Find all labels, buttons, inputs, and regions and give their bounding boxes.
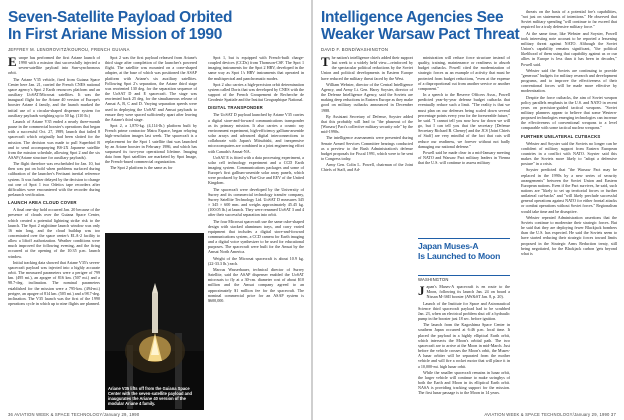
right-col1-p3: By Assistant Secretary of Defense, Soyster added that this probably will lead to "the phaseout of the [Warsaw] Pact's collective military security role" by the mid-1990s. xyxy=(321,113,413,135)
box-p2: Launch of the Institute for Space and Astronautical Science third spacecraft payload had to be scrubbed Jan. 23, when an electrical problem shut off a hydraulic pump in the booster just 18 sec. before ignition. xyxy=(418,300,510,322)
left-col1-p4: The flight therefore was rescheduled for Jan. 10, but then was put on hold when problems surfaced during calibration of the launcher's Fertisant inertial reference system. It was further delayed by the decision to change out one of Spot 1 two Odetics tape recorders after difficulties were encountered with the recorder during prelaunch verification. xyxy=(8,161,100,198)
right-subhead-unilateral-cutbacks: FURTHER UNILATERAL CUTBACKS xyxy=(521,133,601,139)
left-col3-p5: The spacecraft were developed by the University of Surrey and its commercial technology transfer company, Surrey Satellite Technology Ltd. UoSAT D measures 345 × 345 × 600 mm. and weighs approximately 45.45 kg. (100.05 lb.) at launch. They were renamed UoSAT 3 and 4 after their successful separation into orbit. xyxy=(208,186,304,218)
right-col1-p2: William Webster, director of the Central Intelligence Agency, and Army Lt. Gen. Harry Soyster, director of the Defense Intelligence Agency, said the Soviets are making deep reductions in Eastern Europe as they make good on military cutbacks announced in December 1988. xyxy=(321,81,413,113)
right-col3-p5: Webster and Soyster said the Soviets no longer can be confident of military support from Eastern European countries in a conflict with NATO. Soyster said this makes the Soviets more likely to "adopt a defensive posture" in a crisis. xyxy=(521,140,617,167)
left-column-2 xyxy=(105,55,197,230)
left-col1-p2: The Ariane V35 vehicle, fired from Guiana Space Center here Jan. 21, carried the French CNES national space agency's Spot 2 Earth resources platform and an auxiliary UoSAT/Microsat satellites. It was the inaugural flight for the Ariane 40 version of Europe's booster Ariane 4 family, and the launch marked the initial use of a circular-shaped dispenser system for auxiliary payloads weighing up to 50 kg. (110 lb.) xyxy=(8,76,100,118)
japan-muses-box-headline xyxy=(418,238,510,276)
right-dropcap: T xyxy=(321,55,330,69)
left-col3-p8: Marcus Wasserbauer, technical director of Surrey Satellite, said the ASAP dispenser enabled the UoSAT microsats to fly at a 30-cm. diameter cost of about $10 million and the Amsat company agreed to an approximately $1 million fee for the spacecraft. The nominal commercial price for an ASAP system is $600,000. xyxy=(208,266,304,303)
left-headline-line2: In First Ariane Mission of 1990 xyxy=(8,26,223,43)
right-col2-p1: ministration will reduce force structure instead of quality, training, maintenance or readiness to absorb budget cutbacks. Powell cited the modernization of strategic forces as an example of activity that must be protected from budget reductions, "even at the expense of a disproportional cut from another service or another component." xyxy=(418,55,510,91)
left-headline xyxy=(8,9,304,43)
left-col3-p1: Spot 1, but is equipped with French-built charge-coupled devices (CCDs) from Thomson-CSF. The Spot 1 imaging instruments for the Spot 2 HRV, developed in the same way as Spot 1's HRV instruments that operated in the multispectral and panchromatic modes. xyxy=(208,55,304,81)
left-col2-p2: Spot 2, a 1,870-kg. (4,114-lb.) platform built by French prime contractor Matra Espace, began relaying high-resolution images last week. The spacecraft is a replacement for the Spot 1 satellite that was launched by an Ariane booster in February 1986, and which has surpassed its two-year operational lifetime. Imaging data from Spot satellites are marketed by Spot Image, the French-based commercial organization. xyxy=(105,123,197,165)
right-col1-p1: he nation's intelligence chiefs added their support last week to a widely held view—reinforced by the spectacular political reductions by the Soviet Union and political developments in Eastern Europe have reduced the military threat faced by the West. xyxy=(321,55,413,81)
box-p3: The launch from the Kagoshima Space Center in southern Japan occurred at 6:46 p.m. local time. It placed the payload in a highly elliptical Earth orbit, which intersects the Moon's orbital path. The two spacecraft are to arrive at the Moon in mid-March. Just before the vehicle crosses the Moon's orbit, the Muses-A lunar orbiter will be separated from the mother vehicle and will fire a rocket motor that will place it in a 10,000-mi. high lunar orbit. xyxy=(418,322,510,369)
left-subhead-digital-transponder: DIGITAL TRANSPONDER xyxy=(208,105,263,111)
right-folio: AVIATION WEEK & SPACE TECHNOLOGY/January 29, 1990 37 xyxy=(484,412,616,417)
right-headline-line2: Weaker Warsaw Pact Threat xyxy=(321,26,520,43)
ariane-launch-photo xyxy=(105,233,204,410)
right-col3-p7: Webster repeated Administration assertions that the Soviets continue to modernize their strategic forces. But he said that they are deploying fewer Blackjack bombers than the U.S. has expected. He said the Soviets seem to have started reducing their strategic forces toward limits proposed in the Strategic Arms Reduction treaty, still being negotiated, for the Blackjack carbon 'gets beyond what is xyxy=(521,214,617,256)
left-col3-p2: Spot 2 also carries a high-precision orbit determination system called Doris that was developed by CNES with the support of the French Groupement de Recherche de Geodesie Spatiale and the Institut Geographique National. xyxy=(208,81,304,103)
left-column-1 xyxy=(8,55,100,410)
photo-caption: Ariane V35 lifts off from the Guiana Space Center with the seven-satellite payload and inaugurates the Ariane 40 version of the modular Ariane 4 family. xyxy=(108,386,192,407)
left-column-3 xyxy=(208,55,304,410)
left-subhead-launch-area: LAUNCH AREA CLOUD COVER xyxy=(8,200,77,206)
left-byline: JEFFREY M. LENOROVITZ/KOUROU, FRENCH GUIANA xyxy=(8,47,130,52)
left-col3-p3: The UoSAT D payload launched by Ariane V35 carries a digital store-and-forward communications transponder as its primary mission. It also carries a cosmic ray environment experiment, high-efficiency gallium-arsenide solar arrays and advanced digital interconnections to collaborate with Japan's Mitsubishi, and inexpensive microcomputers are combined in a joint engineering effort with Canada's Amsat-NA. xyxy=(208,112,304,154)
left-col1-p6: Initial tracking data showed that Ariane V35's seven-spacecraft payload was injected into a highly accurate orbit. The measured parameters were a perigee of 799 km. (495 mi.), an apogee of 816 km. (507 mi.) and a 98.7-deg. inclination. The nominal parameters established for the mission were a 795-km. (494-mi.) perigee, an apogee of 814 km. (505 mi.) and a 98.7-deg. inclination. The V35 launch was the first of the 1990 operations cycle in which up to nine flights are planned. xyxy=(8,259,100,307)
right-byline: DAVID F. BOND/WASHINGTON xyxy=(321,47,389,52)
right-headline-line1: Intelligence Agencies See xyxy=(321,9,504,26)
box-p1: apan's Muses-A spacecraft is en route to the Moon, following its launch Jan. 24 on board a Nissan M-3SII booster (AW&ST Jan. 8, p. 20). xyxy=(426,284,510,300)
right-column-2 xyxy=(418,55,510,235)
box-dateline: WASHINGTON xyxy=(418,277,449,282)
right-col3-p6: Soyster predicted that "the Warsaw Pact may be replaced in the 1990s by a new series of security arrangements" between the Soviet Union and Eastern European nations. Even if the Pact survives, he said, such nations are "likely to set up territorial forces or further unilateral cut-backs" and "will likely preclude successful general operations against NATO for either frontal attacks or combat operations without Soviet forces." Regionalism would take time and be disruptive. xyxy=(521,167,617,214)
right-col2-p2: In a speech to the Reserve Officers Assn., Powell predicted year-by-year defense budget cutbacks that eventually reduce such a limit. "The reality is that we must plan on our defenses being scaled down several percentage points every year for the foreseeable future," he said. "I cannot tell you now how far down we will go, but I can tell you that the secretary [Defense Secretary Richard B. Cheney] and the JCS [Joint Chiefs of Staff] are very mindful of the fact that cuts will reduce our readiness, we forever without not badly damaging our national defense." xyxy=(418,92,510,149)
left-col1-p1: urope has performed the first Ariane launch of 1990 with a mission that successfully injected a seven-satellite payload into Sun-synchronous orbit. xyxy=(8,55,100,76)
left-col1-p5: A final one-day hold occurred Jan. 20 because of the presence of clouds over the Guiana Space Center, which created a potential lightning strike risk to the launch. The Spot 2 nighttime launch window was only 16 min long, and the cloud buildup was too concentrated over the space center's ELA-2 facility to allow a liftoff authorization. Weather conditions were much improved the following evening, and the firing occurred at the opening of the 10:35 p.m. launch window. xyxy=(8,207,100,259)
box-headline-line2: Is Launched to Moon xyxy=(418,251,501,261)
right-column-1 xyxy=(321,55,413,410)
left-col3-p6: The four Microsat spacecraft use the same cube-shaped design with stacked aluminum trays, and carry varied equipment that includes a digital store-and-forward communications system, a CCD camera for Earth imaging and a digital voice synthesizer to be used for educational purposes. The spacecraft were built for the Amsat by the Amsat North America. xyxy=(208,218,304,255)
right-col3-p4: Despite the force cutbacks, the aim of Soviet weapon policy parallels emphasis in the U.S. and NATO in recent years on precision-guided tactical weapons. "Soviet military planners appear to believe that some Western-proposed technologies emerging technologies can increase the effectiveness of conventional weapons to a level comparable with some tactical nuclear weapons." xyxy=(521,94,617,131)
box-p4: While the smaller spacecraft remains in lunar orbit, the larger vehicle will continue to make swingbys of both the Earth and Moon in its elliptical Earth orbit. NASA is providing tracking support for the mission. The first lunar passage is to the Moon in 14 years. xyxy=(418,369,510,396)
box-dropcap: J xyxy=(418,283,425,299)
left-col2-p3: The Spot 2 platform is the same as for xyxy=(110,165,173,171)
left-folio: 36 AVIATION WEEK & SPACE TECHNOLOGY/January 29, 1990 xyxy=(8,412,140,417)
left-page xyxy=(0,0,311,420)
left-col3-p7: Weight of the Microsat spacecraft is about 10.9 kg. (22-33.3 lb.) each. xyxy=(208,255,304,266)
left-dropcap: E xyxy=(8,55,17,69)
right-col2-p3: Powell said he made clear in a mid-January meeting of NATO and Warsaw Pact military leaders in Vienna that the U.S. will continue to assess military xyxy=(418,149,510,166)
box-headline-line1: Japan Muses-A xyxy=(418,241,479,251)
left-col3-p4: UoSAT E is fitted with a data processing experiment, a solar cell technology experiment and a CCD Earth imaging system. Communications packages and some of Europe's first gallium-arsenide solar array panels, which were produced by Italy's Fiat-Cise and EEV of the United Kingdom. xyxy=(208,154,304,186)
right-col1-p5: Army Gen. Colin L. Powell, chairman of the Joint Chiefs of Staff, and Ad- xyxy=(321,162,413,173)
right-col1-p4: The intelligence assessments were presented during Senate Armed Services Committee hearings conducted as a preview to the Bush Administration's defense budget proposals for Fiscal 1991, which were to be sent to Congress today. xyxy=(321,135,413,161)
left-col2-p1: Spot 2 was the first payload released from Ariane's third stage after completion of the launcher's powered flight. The satellite was mounted on a cone-shaped adapter, at the base of which was positioned the ASAP platform with Ariane's six auxiliary satellites. Following Spot 2's separation, the Ariane third stage was reoriented 130 deg. for the separation sequence of the UoSAT D and E spacecraft. The stage was reoriented back 25 deg. for the simultaneous release of Amsat A, B, C and D. Varying separation speeds were used in deploying the UoSAT and Amsat payloads to ensure they were spaced sufficiently apart after leaving the Ariane's third stage. xyxy=(105,55,197,122)
right-col3-p3: Webster said the Soviets are continuing to provide "generous" budgets for military research and development programs, and to improve the effectiveness of their conventional forces will be made more effective by modernization. xyxy=(521,67,617,94)
ariane-rocket-launch-photo xyxy=(105,233,204,410)
left-headline-line1: Seven-Satellite Payload Orbited xyxy=(8,9,233,26)
left-col1-p3: Launch of Ariane V35 ended a nearly three-month pause in the commercial booster's operations that began with a successful Oct. 27, 1989, launch that failed 8 spacecraft which originally had been slotted for the mission. The decision was made to pull Superbird B and to send accompanying BS-2X Japanese satellite from the mission schedule, allowing Spot 2 and the six ASAP (Ariane structure for auxiliary payloads). xyxy=(8,118,100,160)
right-page xyxy=(313,0,624,420)
right-col3-p2: At the same time, like Webster and Soyster, Powell took interesting note account to be reported a lessening military threat against NATO. Although the Soviet Union's capability remains significant, "the political likelihood of them using that capability against us or our allies in Europe is less than it has been in decades," Powell said. xyxy=(521,30,617,67)
right-column-3 xyxy=(521,9,617,410)
japan-muses-box-body xyxy=(418,277,510,410)
right-col3-p1: threats on the basis of a potential foe's capabilities, "not just on statements of intentions." He observed that Soviet military spending "will continue to far exceed that required for a truly defensive military force." xyxy=(521,9,617,30)
